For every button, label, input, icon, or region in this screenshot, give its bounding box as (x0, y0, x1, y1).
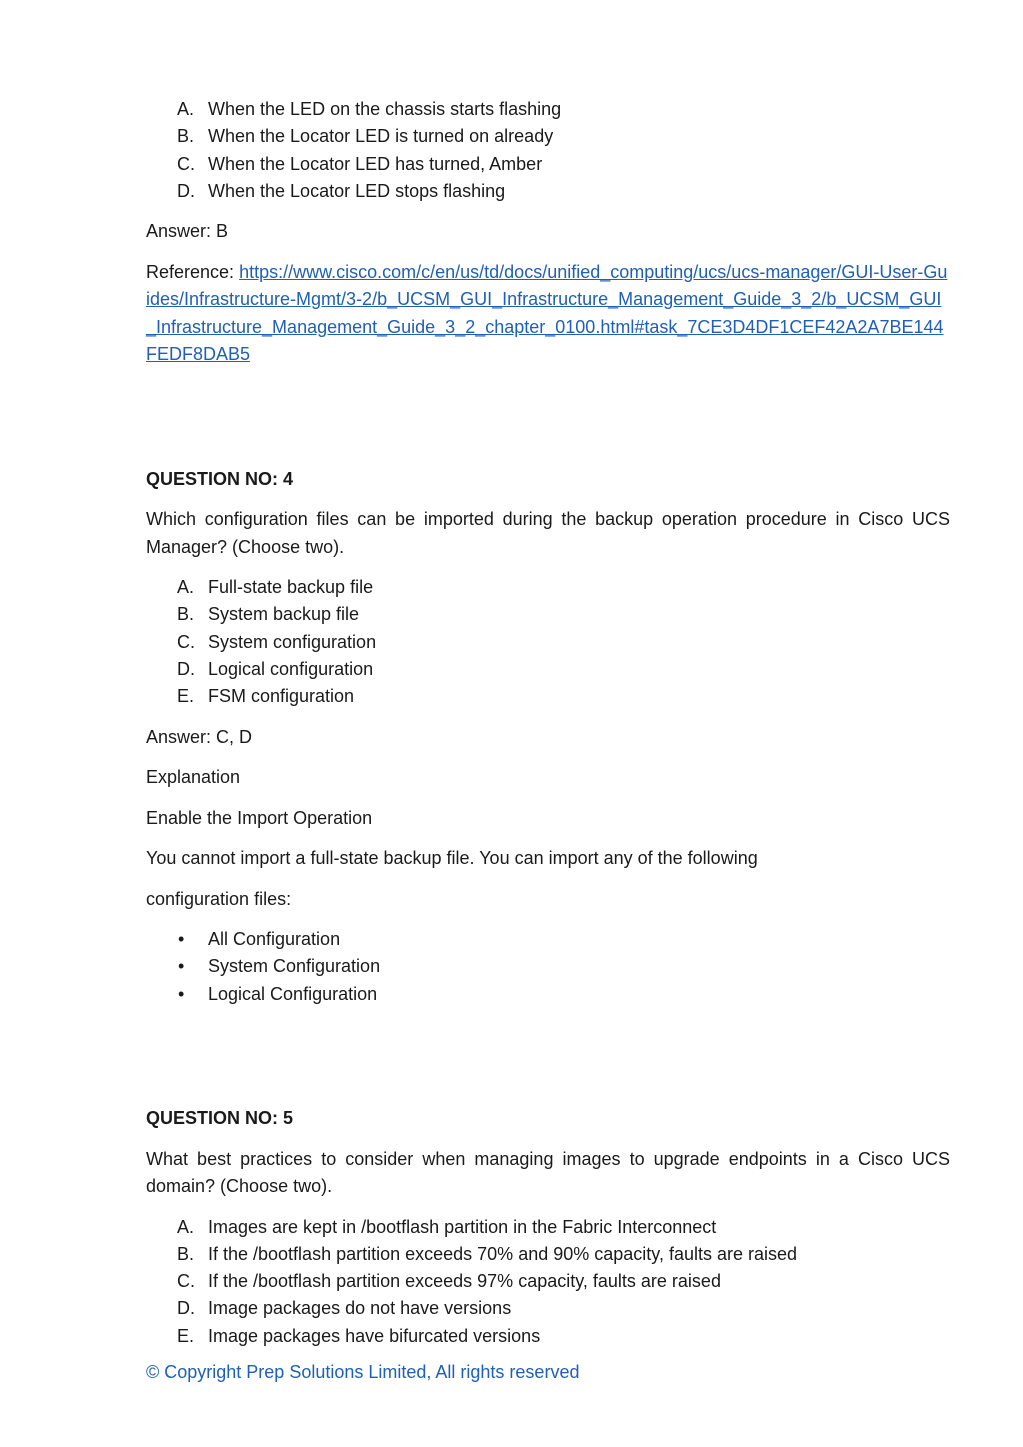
q5-question: What best practices to consider when managing images to upgrade endpoints in a Cisco UCS domain? (Choose two). (146, 1148, 950, 1197)
option-text: Full-state backup file (208, 577, 374, 598)
reference-link[interactable]: https://www.cisco.com/c/en/us/td/docs/unified_computing/ucs/ucs-manager/GUI-User-Guides/Infrastructure-Mgmt/3-2/b_UCSM_GUI_Infrastructure_Management_Guide_3_2/b_UCSM_GUI_Infrastructure_Management_Guide_3_2_chapter_0100.html#task_7CE3D4DF1CEF42A2A7BE144FEDF8DAB5 (146, 261, 948, 365)
option-letter: B. (177, 604, 195, 625)
bullet-icon: • (178, 983, 185, 1004)
bullet-icon: • (178, 956, 185, 977)
q4-bullet-item (146, 981, 950, 1008)
q4-option-a (146, 574, 950, 601)
reference-label: Reference: (146, 261, 235, 282)
option-letter: A. (177, 1216, 195, 1237)
option-text: When the Locator LED is turned on already (208, 126, 554, 147)
option-letter: C. (177, 153, 195, 174)
option-letter: D. (177, 180, 195, 201)
option-letter: E. (177, 686, 195, 707)
q4-explanation-label: Explanation (146, 767, 241, 788)
option-text: Image packages have bifurcated versions (208, 1325, 541, 1346)
q4-bullet-list (146, 926, 950, 1008)
q4-options (146, 574, 950, 710)
option-letter: C. (177, 631, 195, 652)
q5-option-b (146, 1241, 950, 1268)
q4-question: Which configuration files can be imported during the backup operation procedure in Cisco UCS Manager? (Choose two). (146, 509, 950, 557)
q3-option-b (146, 123, 950, 150)
page-content (146, 96, 950, 1350)
q3-option-c (146, 151, 950, 178)
q3-options (146, 96, 950, 205)
option-letter: C. (177, 1271, 195, 1292)
option-text: System configuration (208, 631, 377, 652)
option-text: Logical configuration (208, 659, 374, 680)
q5-option-e (146, 1323, 950, 1350)
option-text: FSM configuration (208, 686, 355, 707)
q5-heading: QUESTION NO: 5 (146, 1108, 294, 1129)
q5-option-a (146, 1214, 950, 1241)
q3-option-d (146, 178, 950, 205)
option-text: When the Locator LED stops flashing (208, 180, 506, 201)
option-letter: A. (177, 577, 195, 598)
q5-option-d (146, 1295, 950, 1322)
q4-option-c (146, 629, 950, 656)
bullet-text: All Configuration (208, 929, 341, 950)
q4-heading: QUESTION NO: 4 (146, 468, 294, 489)
option-letter: D. (177, 1298, 195, 1319)
q4-explanation-title: Enable the Import Operation (146, 807, 373, 828)
option-text: Images are kept in /bootflash partition in the Fabric Interconnect (208, 1216, 717, 1237)
option-letter: B. (177, 126, 195, 147)
q4-answer: Answer: C, D (146, 726, 253, 747)
option-text: When the Locator LED has turned, Amber (208, 153, 543, 174)
q4-bullet-item (146, 953, 950, 980)
option-letter: E. (177, 1325, 195, 1346)
option-text: If the /bootflash partition exceeds 97% capacity, faults are raised (208, 1271, 721, 1292)
option-text: When the LED on the chassis starts flashing (208, 99, 562, 119)
option-letter: A. (177, 99, 195, 119)
copyright-footer: © Copyright Prep Solutions Limited, All rights reserved (146, 1362, 580, 1382)
option-text: System backup file (208, 604, 360, 625)
q4-explanation-line1: You cannot import a full-state backup file. You can import any of the following (146, 848, 758, 869)
q3-reference (146, 259, 950, 369)
q4-option-e (146, 683, 950, 710)
option-letter: D. (177, 659, 195, 680)
bullet-text: Logical Configuration (208, 983, 378, 1004)
q4-option-b (146, 601, 950, 628)
q4-explanation-line2: configuration files: (146, 888, 292, 909)
option-text: If the /bootflash partition exceeds 70% and 90% capacity, faults are raised (208, 1243, 798, 1264)
q5-option-c (146, 1268, 950, 1295)
q3-option-a (146, 96, 950, 123)
q4-bullet-item (146, 926, 950, 953)
q5-options (146, 1214, 950, 1350)
bullet-text: System Configuration (208, 956, 381, 977)
option-text: Image packages do not have versions (208, 1298, 512, 1319)
q3-answer: Answer: B (146, 221, 229, 242)
bullet-icon: • (178, 929, 185, 950)
option-letter: B. (177, 1243, 195, 1264)
q4-option-d (146, 656, 950, 683)
